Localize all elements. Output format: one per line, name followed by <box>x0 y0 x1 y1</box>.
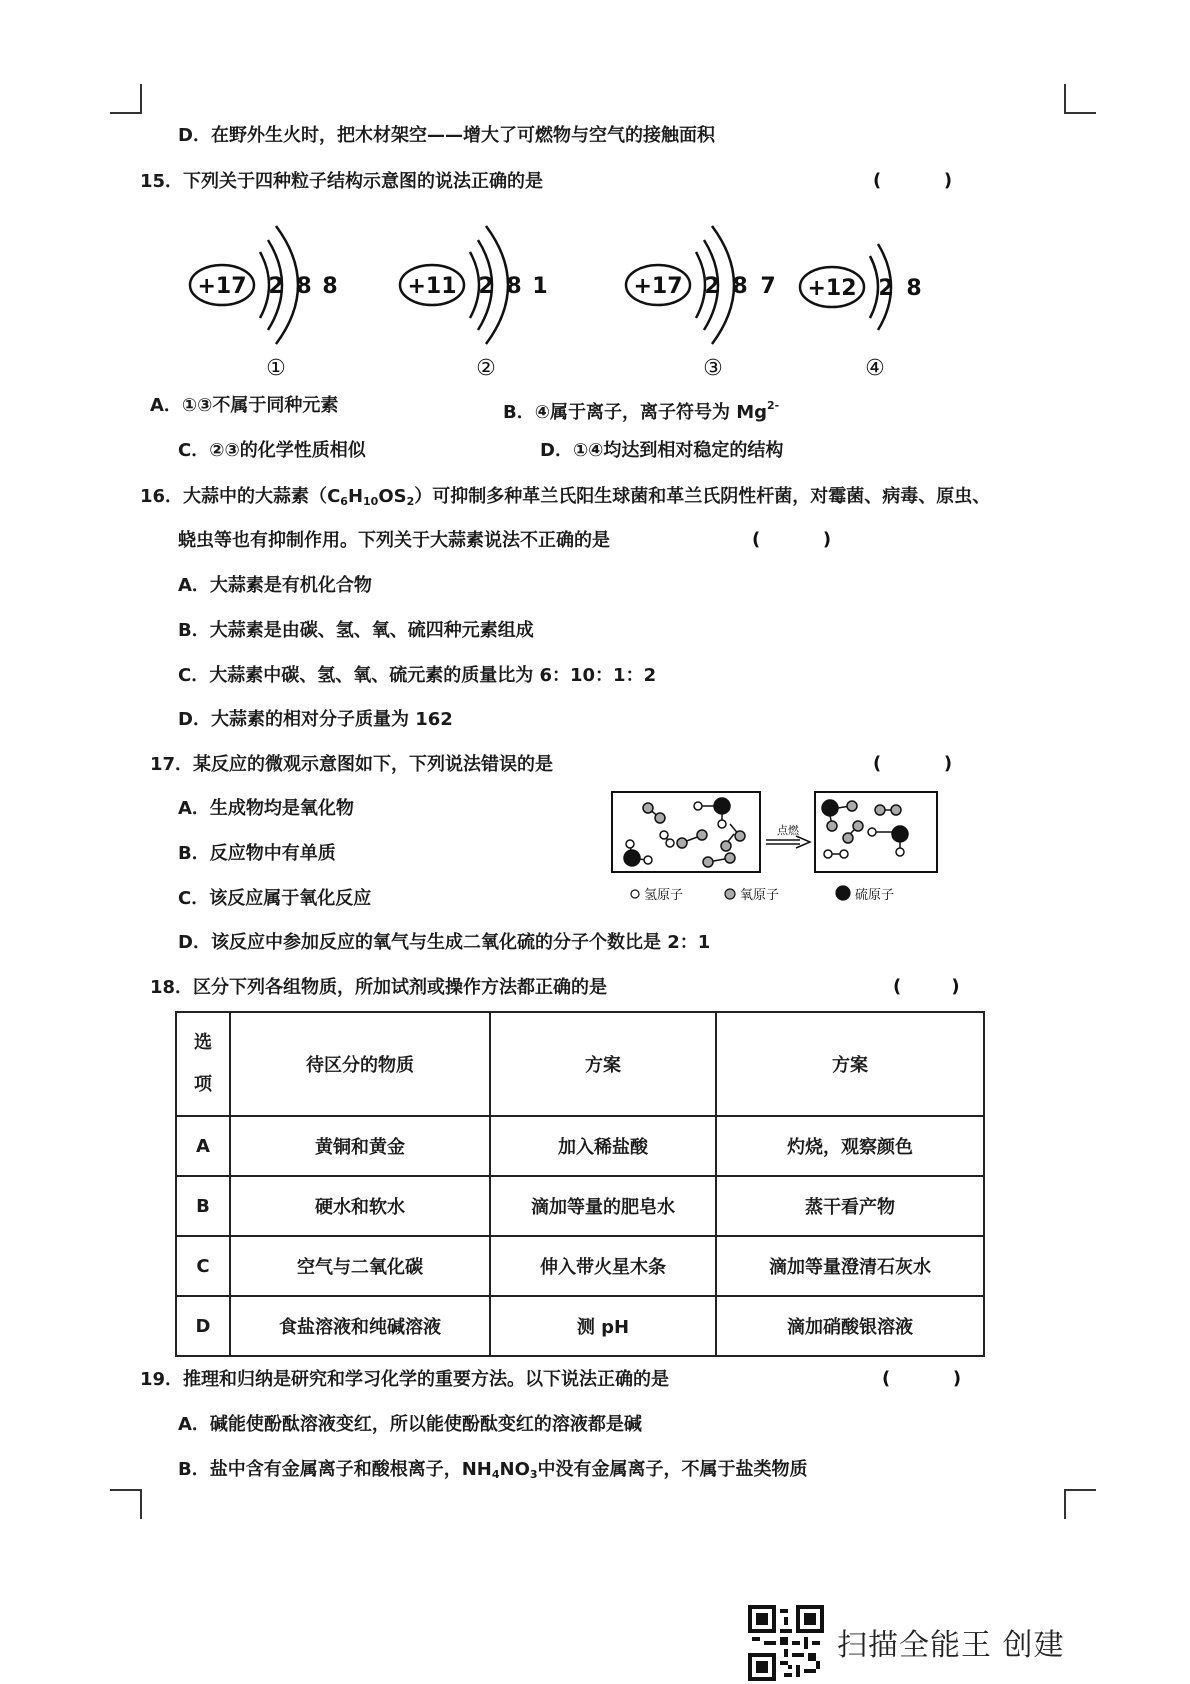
legend-oxygen: 氧原子 <box>740 888 780 903</box>
formula-c-sub: 6 <box>340 495 348 508</box>
crop-mark-tr-v <box>1064 84 1066 114</box>
q16-stem-part-a: 16．大蒜中的大蒜素（ <box>140 486 328 507</box>
q17-option-b: B．反应物中有单质 <box>178 843 336 864</box>
table-header-cell: 方案 <box>490 1012 716 1116</box>
atom-4-shell-1: 2 <box>878 276 894 301</box>
table-row <box>176 1116 984 1176</box>
q14-option-d: D．在野外生火时，把木材架空——增大了可燃物与空气的接触面积 <box>178 125 715 146</box>
crop-mark-br-h <box>1064 1489 1096 1491</box>
atom-3-shell-1: 2 <box>704 274 720 299</box>
atom-3-shell-3: 7 <box>760 274 776 299</box>
atom-1-shell-1: 2 <box>268 274 284 299</box>
atom-2-nucleus: +11 <box>407 274 457 299</box>
q15-option-b-text: B．④属于离子，离子符号为 Mg <box>503 402 768 423</box>
table-cell: 灼烧，观察颜色 <box>716 1116 984 1176</box>
formula-nh-sub: 4 <box>491 1468 500 1481</box>
q16-stem-line-2: 蛲虫等也有抑制作用。下列关于大蒜素说法不正确的是 <box>178 530 610 551</box>
q16-option-c: C．大蒜素中碳、氢、氧、硫元素的质量比为 6：10：1：2 <box>178 665 657 686</box>
atom-1-label: ① <box>266 356 286 380</box>
table-header-cell: 方案 <box>716 1012 984 1116</box>
formula-os: OS <box>378 486 407 507</box>
q19-answer-blank[interactable]: ( ) <box>882 1368 962 1389</box>
table-cell: B <box>176 1176 230 1236</box>
table-cell: 硬水和软水 <box>230 1176 490 1236</box>
q16-option-b: B．大蒜素是由碳、氢、氧、硫四种元素组成 <box>178 620 534 641</box>
q19-option-b <box>178 1458 808 1487</box>
atom-3-nucleus: +17 <box>633 274 683 299</box>
atom-1-shell-2: 8 <box>296 274 312 299</box>
reaction-micro-diagram <box>610 790 950 910</box>
atom-structure-diagrams <box>180 210 950 380</box>
formula-h-sub: 10 <box>363 495 379 508</box>
crop-mark-bl-h <box>110 1489 142 1491</box>
q17-option-d: D．该反应中参加反应的氧气与生成二氧化硫的分子个数比是 2：1 <box>178 932 711 953</box>
legend-sulfur: 硫原子 <box>855 888 895 903</box>
q15-option-a: A．①③不属于同种元素 <box>150 395 339 416</box>
table-cell: 滴加硝酸银溶液 <box>716 1296 984 1356</box>
table-cell: 加入稀盐酸 <box>490 1116 716 1176</box>
q19-option-a: A．碱能使酚酞溶液变红，所以能使酚酞变红的溶液都是碱 <box>178 1414 642 1435</box>
table-header-row <box>176 1012 984 1116</box>
q16-option-d: D．大蒜素的相对分子质量为 162 <box>178 709 453 730</box>
formula-no-sub: 3 <box>529 1468 538 1481</box>
formula-no: NO <box>499 1459 530 1480</box>
table-row <box>176 1296 984 1356</box>
q15-stem: 15．下列关于四种粒子结构示意图的说法正确的是 <box>140 171 544 192</box>
q17-stem: 17．某反应的微观示意图如下，下列说法错误的是 <box>150 754 554 775</box>
table-cell: A <box>176 1116 230 1176</box>
q18-options-table <box>175 1011 985 1357</box>
table-header-cell: 待区分的物质 <box>230 1012 490 1116</box>
atom-1-shell-3: 8 <box>322 274 338 299</box>
formula-s-sub: 2 <box>406 495 415 508</box>
atom-2-label: ② <box>476 356 496 380</box>
q17-option-c: C．该反应属于氧化反应 <box>178 888 372 909</box>
q15-option-c: C．②③的化学性质相似 <box>178 440 366 461</box>
q15-answer-blank[interactable]: ( ) <box>873 170 953 191</box>
table-row <box>176 1176 984 1236</box>
qr-code-icon <box>748 1605 824 1681</box>
crop-mark-tl-v <box>140 84 142 114</box>
q19-option-b-part-b: 中没有金属离子，不属于盐类物质 <box>537 1459 808 1480</box>
table-cell: 伸入带火星木条 <box>490 1236 716 1296</box>
q16-answer-blank[interactable]: ( ) <box>752 529 832 550</box>
atom-4-nucleus: +12 <box>807 276 857 301</box>
atom-3-label: ③ <box>703 356 723 380</box>
q18-stem: 18．区分下列各组物质，所加试剂或操作方法都正确的是 <box>150 977 608 998</box>
table-row <box>176 1236 984 1296</box>
formula-h: H <box>347 486 364 507</box>
legend-hydrogen: 氢原子 <box>644 888 684 903</box>
atom-4-label: ④ <box>865 356 885 380</box>
table-cell: D <box>176 1296 230 1356</box>
formula-c: C <box>327 486 341 507</box>
atom-2-shell-1: 2 <box>478 274 494 299</box>
q17-answer-blank[interactable]: ( ) <box>873 753 953 774</box>
crop-mark-bl-v <box>140 1489 142 1519</box>
table-header-cell: 选 项 <box>176 1012 230 1116</box>
atom-2-shell-2: 8 <box>506 274 522 299</box>
q16-option-a: A．大蒜素是有机化合物 <box>178 575 372 596</box>
q15-option-d: D．①④均达到相对稳定的结构 <box>540 440 784 461</box>
table-cell: 测 pH <box>490 1296 716 1356</box>
q18-answer-blank[interactable]: ( ) <box>893 976 960 997</box>
q17-option-a: A．生成物均是氧化物 <box>178 798 354 819</box>
table-cell: 食盐溶液和纯碱溶液 <box>230 1296 490 1356</box>
atom-3-shell-2: 8 <box>732 274 748 299</box>
q19-option-b-part-a: B．盐中含有金属离子和酸根离子， <box>178 1459 462 1480</box>
formula-nh: NH <box>461 1459 492 1480</box>
arrow-label: 点燃 <box>777 824 799 837</box>
q16-stem <box>140 485 990 514</box>
table-cell: 黄铜和黄金 <box>230 1116 490 1176</box>
atom-1-nucleus: +17 <box>197 274 247 299</box>
scanner-watermark-text: 扫描全能王 创建 <box>837 1628 1065 1663</box>
atom-2-shell-3: 1 <box>532 274 548 299</box>
table-cell: 滴加等量的肥皂水 <box>490 1176 716 1236</box>
table-cell: C <box>176 1236 230 1296</box>
crop-mark-tl-h <box>110 112 142 114</box>
q15-option-b <box>503 394 779 425</box>
table-cell: 滴加等量澄清石灰水 <box>716 1236 984 1296</box>
q15-option-b-charge: 2- <box>767 399 780 412</box>
q19-stem: 19．推理和归纳是研究和学习化学的重要方法。以下说法正确的是 <box>140 1369 670 1390</box>
atom-4-shell-2: 8 <box>906 276 922 301</box>
table-cell: 蒸干看产物 <box>716 1176 984 1236</box>
q16-stem-part-b: ）可抑制多种革兰氏阳生球菌和革兰氏阴性杆菌，对霉菌、病毒、原虫、 <box>414 486 991 507</box>
crop-mark-br-v <box>1064 1489 1066 1519</box>
table-cell: 空气与二氧化碳 <box>230 1236 490 1296</box>
crop-mark-tr-h <box>1064 112 1096 114</box>
